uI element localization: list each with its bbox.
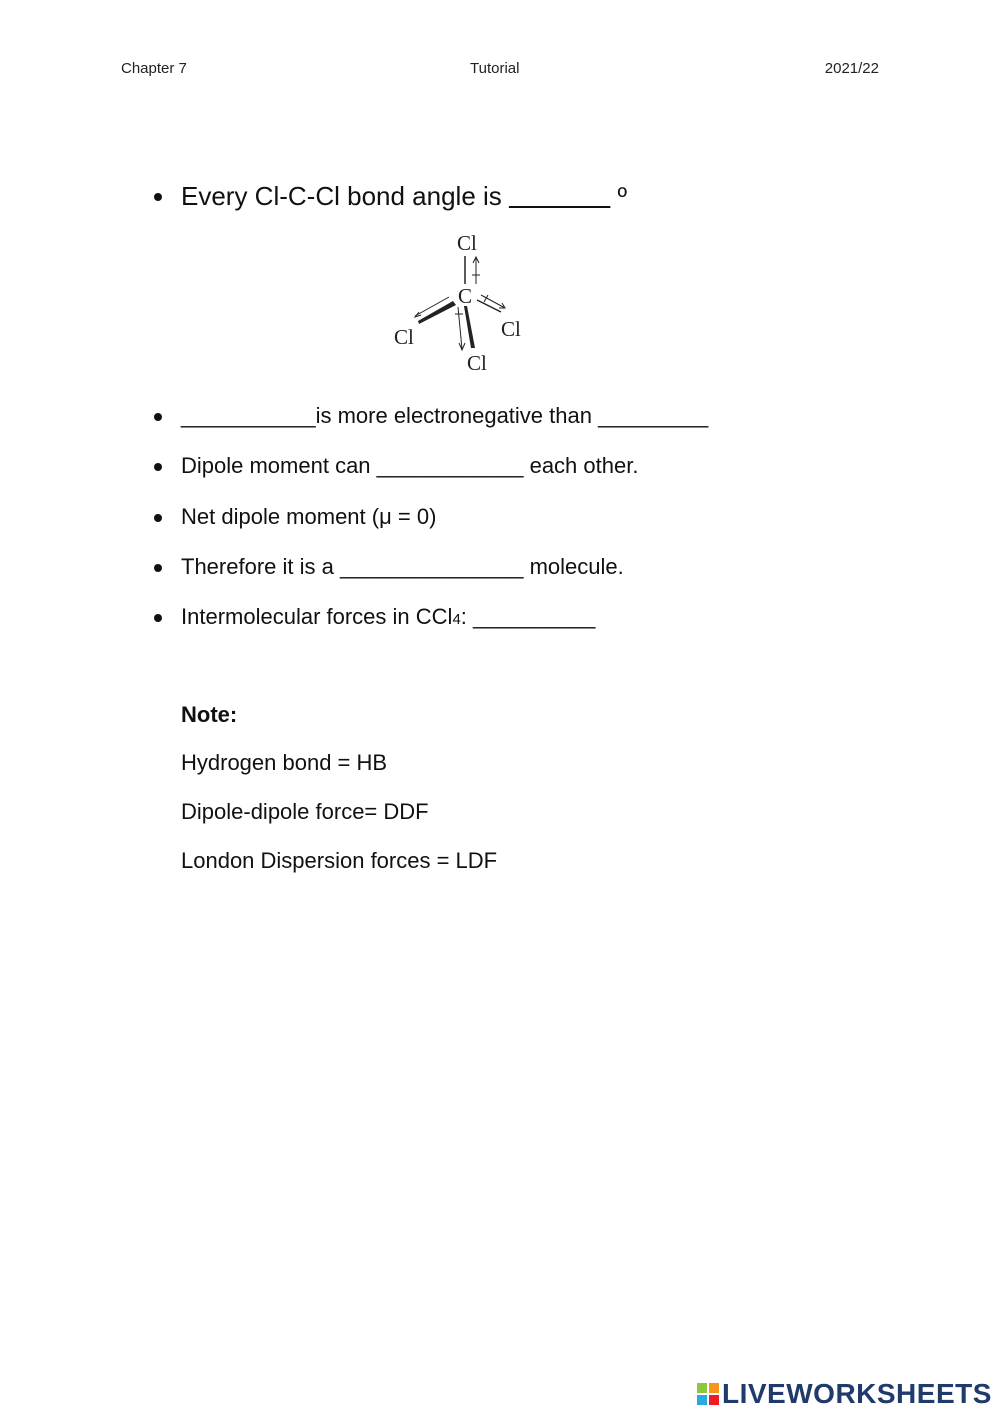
atom-cl-bottom: Cl [467,351,487,375]
dipole-arrow-bottom [458,307,462,349]
atom-cl-left: Cl [394,325,414,349]
bond-left-wedge [418,301,456,324]
note-title: Note: [181,702,238,727]
note-line-ldf: London Dispersion forces = LDF [181,848,498,873]
page-header [121,60,879,82]
bullet-dot [154,463,162,471]
bullet-dot [154,193,162,201]
bond-right [477,300,501,312]
ccl4-structure-diagram [385,228,535,378]
logo-text: LIVEWORKSHEETS [722,1378,992,1409]
bullet-text[interactable]: Therefore it is a _______________ molecule. [181,554,624,579]
bullet-text[interactable]: Intermolecular forces in CCl4: __________ [181,604,596,629]
answer-blank[interactable]: _______ [509,181,611,211]
bullet-dot [154,614,162,622]
bullet-text[interactable]: ___________is more electronegative than _________ [181,403,709,428]
atom-cl-right: Cl [501,317,521,341]
bond-bottom-wedge [464,306,475,348]
header-title: Tutorial [470,60,520,77]
note-line-hb: Hydrogen bond = HB [181,750,388,775]
bullet-text[interactable]: Dipole moment can ____________ each other. [181,453,639,478]
bullet-dot [154,413,162,421]
bullet-dot [154,564,162,572]
logo-blocks-icon [697,1383,719,1405]
bullet-text: Net dipole moment (μ = 0) [181,504,437,529]
header-year: 2021/22 [824,60,879,77]
header-chapter: Chapter 7 [121,60,187,77]
note-line-ddf: Dipole-dipole force= DDF [181,799,429,824]
atom-cl-top: Cl [457,231,477,255]
atom-c-center: C [458,284,473,308]
bullet-dot [154,514,162,522]
bullet-text: Every Cl-C-Cl bond angle is _______ º [181,181,627,211]
